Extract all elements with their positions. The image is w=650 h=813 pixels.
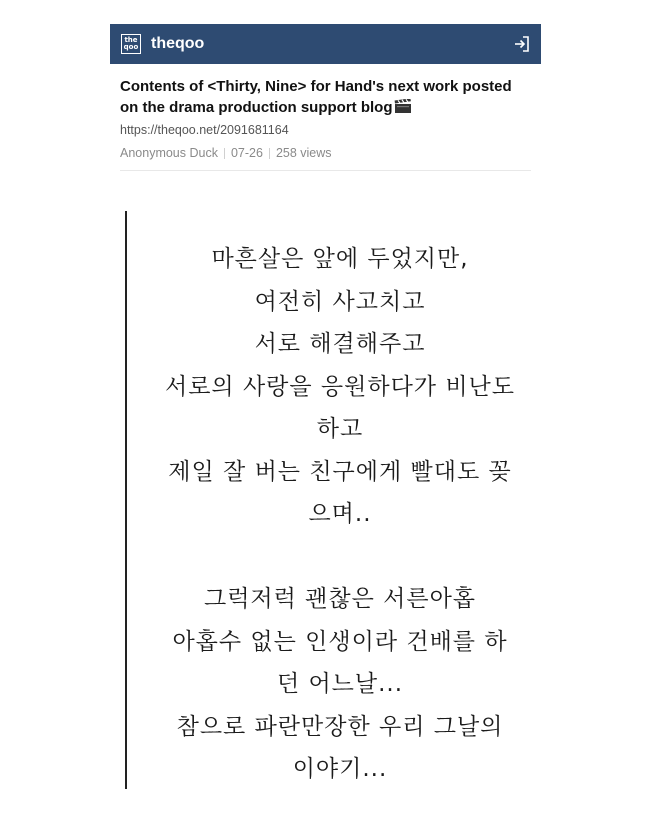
theqoo-logo[interactable] (121, 34, 141, 54)
poem-line: 서로 해결해주고 (254, 331, 426, 357)
meta-separator (269, 148, 270, 159)
site-header (110, 24, 541, 64)
poem-line: 으며.. (308, 501, 372, 527)
poem-line: 제일 잘 버는 친구에게 빨대도 꽂 (168, 458, 512, 485)
post-header (110, 64, 541, 171)
meta-separator (224, 148, 225, 159)
header-divider (120, 170, 531, 171)
poem-line: 이야기... (292, 756, 388, 782)
view-count: 258 views (275, 146, 332, 160)
author-name: Anonymous Duck (120, 146, 218, 160)
clapperboard-icon (394, 99, 412, 114)
post-title-text: Contents of <Thirty, Nine> for Hand's next work posted on the drama production support blog (120, 78, 512, 116)
logo-text-bottom: qoo (123, 43, 139, 51)
post-date: 07-26 (230, 146, 263, 160)
poem-line: 그럭저럭 괜찮은 서른아홉 (203, 586, 477, 612)
poem-line: 여전히 사고치고 (254, 288, 426, 315)
sign-in-icon[interactable] (513, 35, 531, 53)
poem-line: 하고 (316, 416, 364, 442)
post-card (110, 24, 541, 171)
post-meta (120, 146, 531, 160)
poem-image-text (140, 238, 540, 791)
post-url[interactable]: https://theqoo.net/2091681164 (120, 123, 289, 137)
poem-blank-line (140, 536, 540, 579)
quote-rule (125, 211, 127, 789)
logo-text-top: the (124, 36, 138, 44)
post-title (120, 76, 531, 118)
poem-line: 마흔살은 앞에 두었지만, (211, 246, 469, 272)
poem-line: 참으로 파란만장한 우리 그날의 (176, 713, 504, 740)
site-name[interactable]: theqoo (151, 35, 205, 52)
poem-line: 아홉수 없는 인생이라 건배를 하 (172, 628, 508, 655)
poem-line: 서로의 사랑을 응원하다가 비난도 (165, 373, 515, 400)
poem-line: 던 어느날... (276, 671, 404, 697)
